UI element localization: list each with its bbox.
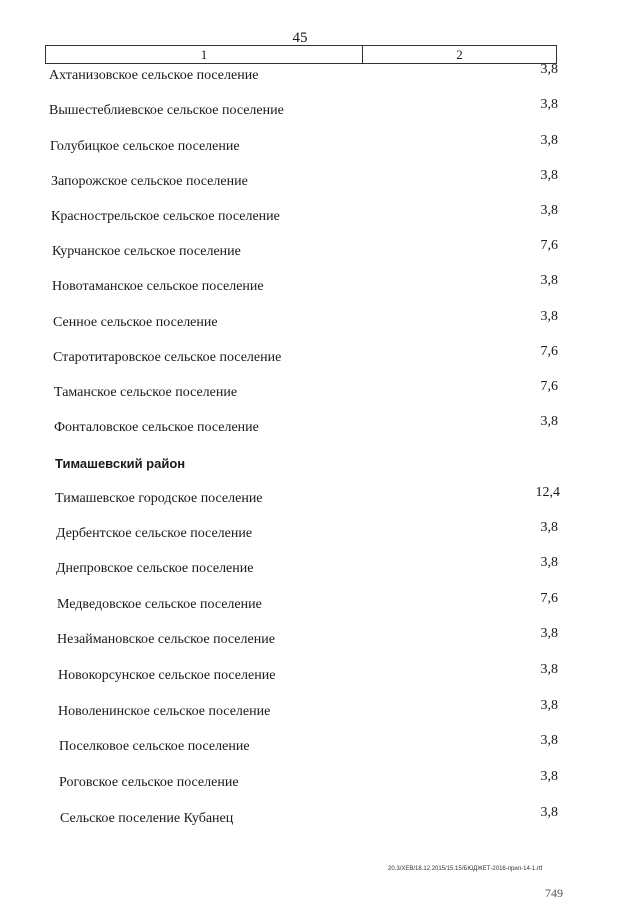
- settlement-value: 3,8: [540, 309, 558, 324]
- settlement-value: 3,8: [540, 520, 558, 535]
- settlement-name: Голубицкое сельское поселение: [50, 139, 240, 154]
- footer-stamp: 20.3/ХЕВ/18.12.2015/15:15/БЮДЖЕТ-2016-прил-14-1.rtf: [388, 866, 543, 872]
- settlement-value: 12,4: [535, 485, 560, 500]
- table-row: [0, 591, 640, 621]
- settlement-name: Вышестеблиевское сельское поселение: [49, 103, 284, 118]
- table-row: [0, 168, 640, 198]
- settlement-name: Краснострельское сельское поселение: [51, 209, 280, 224]
- settlement-name: Медведовское сельское поселение: [57, 597, 262, 612]
- settlement-value: 3,8: [540, 414, 558, 429]
- table-row: [0, 97, 640, 127]
- table-row: [0, 769, 640, 799]
- table-row: [0, 133, 640, 163]
- table-row: [0, 520, 640, 550]
- table-row: [0, 626, 640, 656]
- settlement-name: Новотаманское сельское поселение: [52, 279, 264, 294]
- settlement-value: 3,8: [540, 555, 558, 570]
- district-heading: Тимашевский район: [55, 456, 186, 471]
- settlement-name: Курчанское сельское поселение: [52, 244, 241, 259]
- settlement-name: Новокорсунское сельское поселение: [58, 668, 276, 683]
- table-row: [0, 414, 640, 444]
- settlement-name: Ахтанизовское сельское поселение: [49, 68, 259, 83]
- settlement-name: Таманское сельское поселение: [54, 385, 238, 400]
- settlement-value: 3,8: [540, 769, 558, 784]
- settlement-value: 3,8: [540, 168, 558, 183]
- settlement-name: Днепровское сельское поселение: [56, 561, 254, 576]
- settlement-value: 7,6: [540, 379, 558, 394]
- settlement-name: Роговское сельское поселение: [59, 775, 239, 790]
- settlement-name: Старотитаровское сельское поселение: [53, 350, 282, 365]
- table-row: [0, 238, 640, 268]
- settlement-value: 3,8: [540, 733, 558, 748]
- settlement-value: 3,8: [540, 133, 558, 148]
- table-row: [0, 805, 640, 835]
- table-row: [0, 662, 640, 692]
- table-row: [0, 733, 640, 763]
- settlement-value: 3,8: [540, 626, 558, 641]
- settlement-name: Поселковое сельское поселение: [59, 739, 250, 754]
- table-row: [0, 379, 640, 409]
- table-row: [0, 203, 640, 233]
- district-heading-row: [0, 456, 640, 480]
- settlement-name: Дербентское сельское поселение: [56, 526, 253, 541]
- table-row: [0, 344, 640, 374]
- settlement-name: Тимашевское городское поселение: [55, 491, 263, 506]
- settlement-value: 3,8: [540, 805, 558, 820]
- table-row: [0, 309, 640, 339]
- settlement-value: 7,6: [540, 591, 558, 606]
- table-header-col2: 2: [456, 47, 463, 62]
- settlement-name: Новоленинское сельское поселение: [58, 704, 271, 719]
- settlement-name: Незаймановское сельское поселение: [57, 632, 275, 647]
- settlement-value: 3,8: [540, 97, 558, 112]
- table-row: [0, 698, 640, 728]
- settlement-name: Сенное сельское поселение: [53, 315, 218, 330]
- settlement-value: 3,8: [540, 698, 558, 713]
- settlement-name: Запорожское сельское поселение: [51, 174, 248, 189]
- settlement-value: 3,8: [540, 662, 558, 677]
- settlement-name: Сельское поселение Кубанец: [60, 811, 234, 826]
- settlement-name: Фонталовское сельское поселение: [54, 420, 259, 435]
- settlement-value: 7,6: [540, 238, 558, 253]
- settlement-value: 3,8: [540, 62, 558, 77]
- page-number: 45: [292, 30, 308, 46]
- table-header: [45, 45, 557, 64]
- settlement-value: 7,6: [540, 344, 558, 359]
- table-row: [0, 62, 640, 92]
- table-header-col1: 1: [46, 46, 363, 63]
- settlement-value: 3,8: [540, 203, 558, 218]
- table-row: [0, 485, 640, 515]
- settlement-value: 3,8: [540, 273, 558, 288]
- table-row: [0, 273, 640, 303]
- footer-mark: 749: [545, 886, 563, 900]
- table-row: [0, 555, 640, 585]
